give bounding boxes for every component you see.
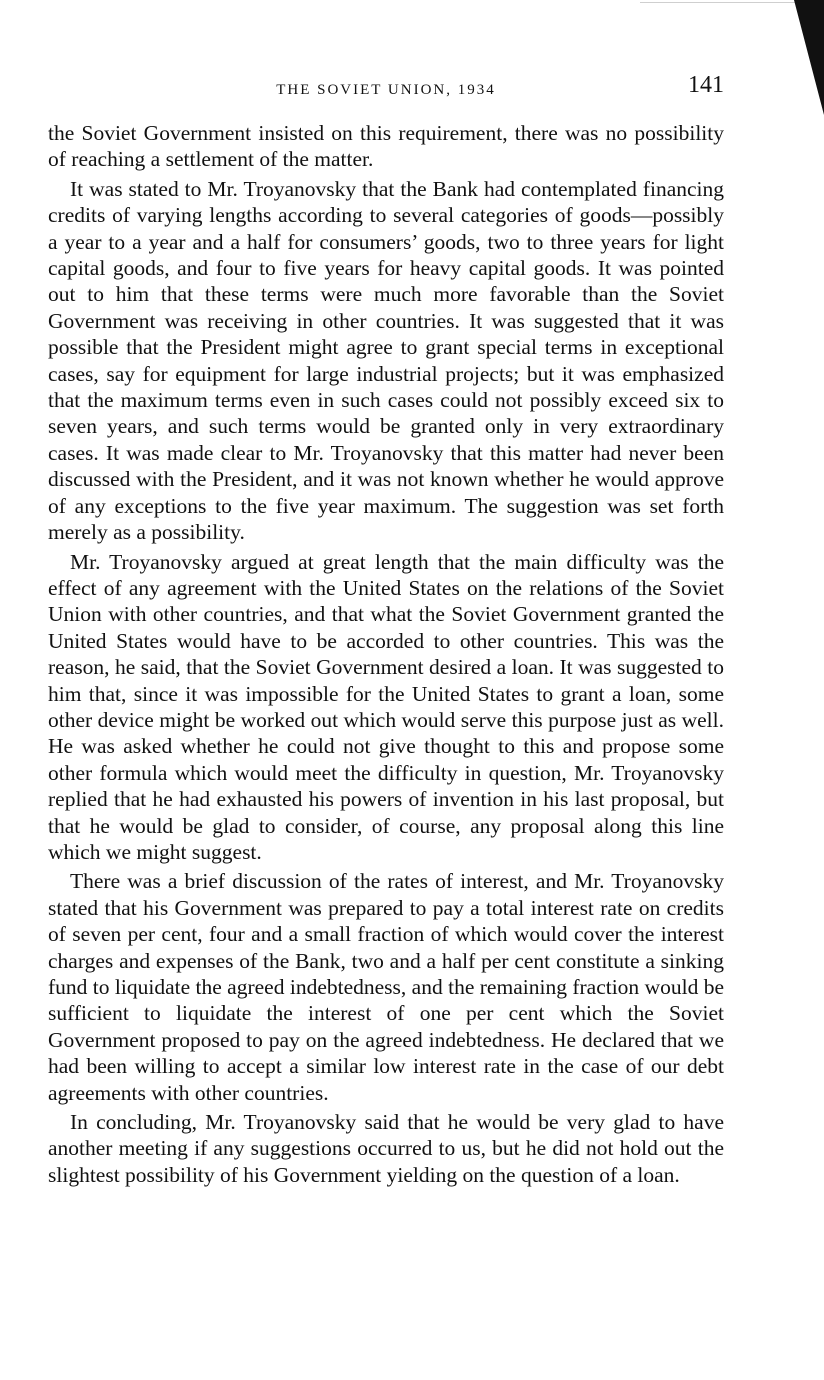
paragraph-credit-terms: It was stated to Mr. Troyanovsky that the Bank had contemplated financing credits of varying lengths according to several categories of goods—possibly a year to a year and a half for consumers’ goods, two to three years for light capital goods, and four to five years for heavy capital goods. It was pointed out to him that these terms were much more favorable than the Soviet Government was receiving in other countries. It was suggested that it was possible that the President might agree to grant special terms in exceptional cases, say for equipment for large industrial projects; but it was emphasized that the maximum terms even in such cases could not possibly exceed six to seven years, and such terms would be granted only in very extraordinary cases. It was made clear to Mr. Troyanovsky that this matter had never been discussed with the President, and it was not known whether he would approve of any exceptions to the five year maximum. The suggestion was set forth merely as a possibility. xyxy=(48,176,724,545)
paragraph-conclusion: In concluding, Mr. Troyanovsky said that he would be very glad to have another meeting if any suggestions occurred to us, but he did not hold out the slightest possibility of his Government yielding on the question of a loan. xyxy=(48,1110,724,1187)
body-text xyxy=(48,120,724,1188)
scan-corner-mark xyxy=(794,0,824,115)
paragraph-interest-rates: There was a brief discussion of the rates of interest, and Mr. Troyanovsky stated that his Government was prepared to pay a total interest rate on credits of seven per cent, four and a small fraction of which would cover the interest charges and expenses of the Bank, two and a half per cent constitute a sinking fund to liquidate the agreed indebtedness, and the remaining fraction would be sufficient to liquidate the interest of one per cent which the Soviet Government proposed to pay on the agreed indebtedness. He declared that we had been willing to accept a similar low interest rate in the case of our debt agreements with other countries. xyxy=(48,869,724,1105)
scan-edge-line xyxy=(640,2,800,3)
paragraph-continued: the Soviet Government insisted on this requirement, there was no possibility of reaching a settlement of the matter. xyxy=(48,121,724,172)
running-header xyxy=(48,72,724,108)
page-number: 141 xyxy=(688,72,724,98)
paragraph-loan-difficulty: Mr. Troyanovsky argued at great length that the main difficulty was the effect of any agreement with the United States on the relations of the Soviet Union with other countries, and that what the Soviet Government granted the United States would have to be accorded to other countries. This was the reason, he said, that the Soviet Government desired a loan. It was suggested to him that, since it was impossible for the United States to grant a loan, some other device might be worked out which would serve this purpose just as well. He was asked whether he could not give thought to this and propose some other formula which would meet the difficulty in question, Mr. Troyanovsky replied that he had exhausted his powers of invention in his last proposal, but that he would be glad to consider, of course, any proposal along this line which we might suggest. xyxy=(48,549,724,864)
running-title: THE SOVIET UNION, 1934 xyxy=(276,82,496,98)
